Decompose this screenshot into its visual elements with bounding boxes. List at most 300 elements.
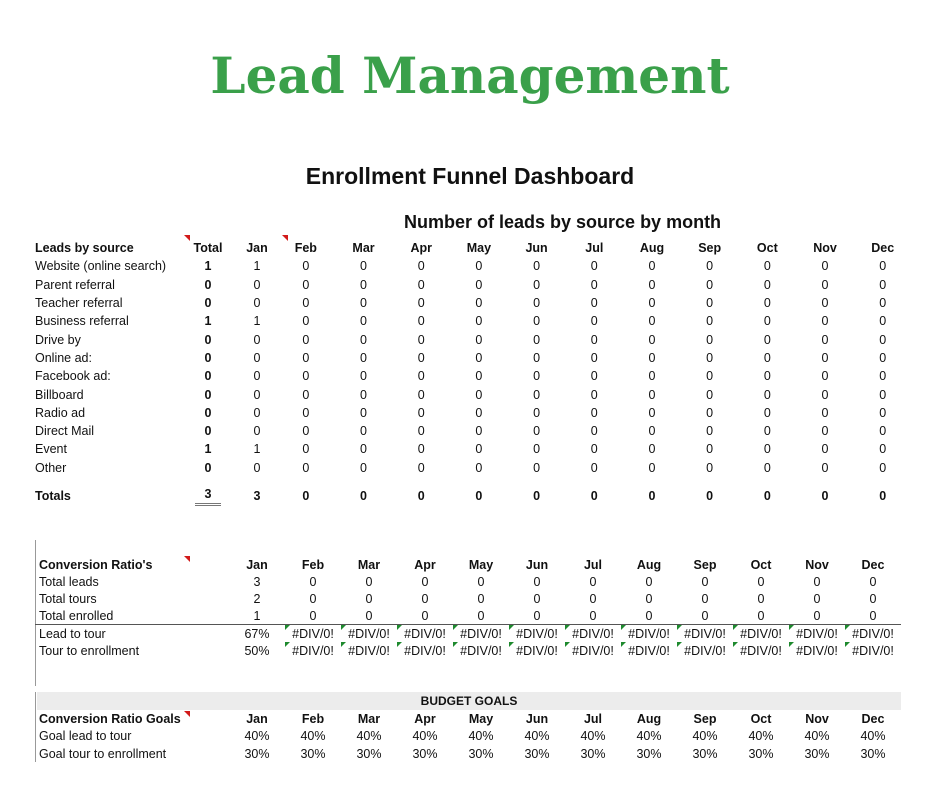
- row-total: 0: [204, 350, 212, 365]
- month-value: 0: [475, 442, 483, 457]
- month-value: 0: [253, 296, 261, 311]
- table-row: [31, 422, 912, 440]
- ratio-value: [509, 642, 565, 659]
- month-value: 0: [360, 277, 367, 292]
- month-value: 0: [302, 314, 310, 329]
- month-value: 0: [821, 314, 829, 329]
- month-value: 0: [706, 332, 714, 347]
- error-marker-icon: [565, 625, 570, 630]
- month-value: 0: [821, 387, 829, 402]
- ratio-value: [285, 642, 341, 659]
- row-label: Tour to enrollment: [39, 643, 140, 658]
- row-total: 0: [204, 369, 212, 384]
- month-value: 0: [648, 442, 656, 457]
- month-value: 0: [360, 424, 367, 439]
- row-total: 0: [204, 405, 212, 420]
- ratio-value: 0: [701, 574, 709, 589]
- month-value: 0: [533, 405, 541, 420]
- month-value: 0: [648, 277, 656, 292]
- month-value: 0: [706, 350, 714, 365]
- row-label: Direct Mail: [35, 424, 95, 439]
- error-text: #DIV/0!: [292, 643, 334, 658]
- month-value: 0: [763, 460, 771, 475]
- month-value: 0: [475, 387, 483, 402]
- month-value: 0: [533, 259, 541, 274]
- table-header-row: [31, 239, 912, 257]
- month-value: 0: [648, 387, 656, 402]
- month-value: 0: [821, 350, 829, 365]
- month-value: 0: [763, 259, 771, 274]
- month-value: 0: [417, 424, 425, 439]
- ratio-value: [397, 642, 453, 659]
- error-text: #DIV/0!: [684, 643, 726, 658]
- grand-total: [179, 477, 237, 506]
- goal-value: 30%: [860, 746, 886, 761]
- month-value: 0: [763, 369, 771, 384]
- month-value: 0: [590, 369, 598, 384]
- goal-value: 30%: [244, 746, 270, 761]
- column-header: Nov: [805, 711, 829, 726]
- error-text: #DIV/0!: [740, 626, 782, 641]
- month-value: 0: [763, 350, 771, 365]
- month-value: 0: [253, 277, 261, 292]
- goal-value: 30%: [300, 746, 326, 761]
- section-title: Number of leads by source by month: [404, 212, 722, 232]
- row-label: Total tours: [39, 591, 97, 606]
- comment-marker-icon: [184, 556, 190, 562]
- month-value: 0: [302, 259, 310, 274]
- ratio-value: 0: [365, 591, 373, 606]
- table-row: [35, 642, 901, 659]
- month-value: 0: [706, 387, 714, 402]
- month-total: 0: [879, 489, 887, 504]
- table-row: [31, 312, 912, 330]
- column-header: Aug: [636, 557, 662, 572]
- error-text: #DIV/0!: [852, 643, 894, 658]
- table-row: [31, 276, 912, 294]
- goal-value: 40%: [244, 729, 270, 744]
- month-value: 0: [590, 387, 598, 402]
- month-value: 0: [879, 277, 887, 292]
- goal-value: 40%: [748, 729, 774, 744]
- goal-value: 30%: [580, 746, 606, 761]
- month-total: 0: [763, 489, 771, 504]
- ratio-value: 0: [645, 591, 653, 606]
- month-value: 0: [417, 277, 425, 292]
- month-value: 0: [763, 332, 771, 347]
- column-header: Mar: [352, 241, 375, 256]
- error-text: #DIV/0!: [628, 643, 670, 658]
- ratio-value: 0: [757, 574, 765, 589]
- table-header-row: [35, 710, 901, 728]
- conversion-ratios-table: [35, 556, 901, 659]
- ratio-value: 0: [757, 591, 765, 606]
- goal-value: 30%: [412, 746, 438, 761]
- error-text: #DIV/0!: [348, 643, 390, 658]
- row-total: 1: [204, 314, 212, 329]
- column-header: Jun: [525, 241, 548, 256]
- row-label: Billboard: [35, 387, 84, 402]
- ratio-value: 0: [309, 574, 317, 589]
- month-value: 0: [302, 332, 310, 347]
- month-value: 0: [648, 369, 656, 384]
- ratio-value: [453, 625, 509, 643]
- error-text: #DIV/0!: [460, 626, 502, 641]
- column-header: Dec: [861, 557, 885, 572]
- error-text: #DIV/0!: [348, 626, 390, 641]
- month-value: 0: [706, 296, 714, 311]
- month-value: 0: [821, 442, 829, 457]
- column-header: May: [466, 241, 492, 256]
- ratio-value: 0: [869, 591, 877, 606]
- table-row: [31, 440, 912, 458]
- month-value: 0: [879, 369, 887, 384]
- month-value: 0: [253, 332, 261, 347]
- month-value: 0: [590, 277, 598, 292]
- column-header: Jan: [246, 711, 268, 726]
- column-header: May: [468, 557, 494, 572]
- month-value: 0: [706, 424, 714, 439]
- row-label: Online ad:: [35, 350, 92, 365]
- ratio-value: 50%: [244, 643, 270, 658]
- ratio-value: 0: [533, 591, 541, 606]
- goal-value: 40%: [300, 729, 326, 744]
- error-marker-icon: [733, 642, 738, 647]
- month-value: 0: [879, 460, 887, 475]
- table-row: [35, 590, 901, 607]
- row-label: Event: [35, 442, 67, 457]
- month-value: 0: [763, 405, 771, 420]
- month-value: 0: [302, 369, 310, 384]
- month-value: 0: [590, 442, 598, 457]
- month-value: 0: [475, 332, 483, 347]
- table-row: [35, 625, 901, 643]
- month-value: 0: [475, 369, 483, 384]
- month-value: 0: [302, 424, 310, 439]
- month-value: 0: [475, 296, 483, 311]
- table-row: [31, 404, 912, 422]
- ratio-value: 0: [733, 607, 789, 625]
- month-value: 0: [821, 259, 829, 274]
- ratio-value: [341, 625, 397, 643]
- month-total: 0: [533, 489, 541, 504]
- column-header: Nov: [805, 557, 829, 572]
- row-total: 1: [204, 442, 212, 457]
- column-header: Feb: [294, 241, 317, 256]
- column-header: Oct: [750, 711, 772, 726]
- table-row: [31, 459, 912, 477]
- month-value: 1: [253, 259, 261, 274]
- month-value: 0: [706, 277, 714, 292]
- error-marker-icon: [509, 642, 514, 647]
- month-value: 0: [475, 460, 483, 475]
- ratio-value: 0: [813, 574, 821, 589]
- month-value: 0: [879, 350, 887, 365]
- table-row: [31, 367, 912, 385]
- goal-value: 30%: [468, 746, 494, 761]
- column-header: Conversion Ratio's: [39, 557, 153, 572]
- row-label: Total enrolled: [35, 607, 229, 625]
- column-header: Oct: [756, 241, 778, 256]
- row-label: Goal lead to tour: [39, 729, 132, 744]
- column-header: Mar: [357, 557, 381, 572]
- month-value: 0: [821, 369, 829, 384]
- column-header: May: [468, 711, 494, 726]
- grand-total-value: 3: [195, 487, 222, 506]
- goal-value: 40%: [468, 729, 494, 744]
- ratio-value: 0: [421, 574, 429, 589]
- row-label: Facebook ad:: [35, 369, 111, 384]
- ratio-value: 67%: [244, 626, 270, 641]
- goal-value: 40%: [580, 729, 606, 744]
- error-text: #DIV/0!: [628, 626, 670, 641]
- column-header: Dec: [871, 241, 895, 256]
- table-row: [35, 607, 901, 625]
- goal-value: 40%: [412, 729, 438, 744]
- ratio-value: 0: [341, 607, 397, 625]
- month-value: 0: [590, 296, 598, 311]
- month-value: 0: [879, 296, 887, 311]
- column-header: Aug: [636, 711, 662, 726]
- month-value: 0: [475, 259, 483, 274]
- month-value: 0: [590, 332, 598, 347]
- month-value: 0: [533, 296, 541, 311]
- column-header: Conversion Ratio Goals: [39, 711, 181, 726]
- month-value: 0: [533, 424, 541, 439]
- month-value: 0: [706, 259, 714, 274]
- error-marker-icon: [397, 625, 402, 630]
- ratio-value: [621, 642, 677, 659]
- ratio-value: 0: [565, 607, 621, 625]
- column-header: Oct: [750, 557, 772, 572]
- month-value: 0: [648, 296, 656, 311]
- error-text: #DIV/0!: [572, 626, 614, 641]
- ratio-value: 0: [533, 574, 541, 589]
- month-value: 0: [879, 314, 887, 329]
- ratio-value: [565, 625, 621, 643]
- month-value: 0: [360, 460, 367, 475]
- row-total: 0: [204, 277, 212, 292]
- column-header: Apr: [410, 241, 432, 256]
- ratio-value: 0: [589, 591, 597, 606]
- month-value: 0: [417, 442, 425, 457]
- ratio-value: [733, 642, 789, 659]
- error-marker-icon: [677, 625, 682, 630]
- row-total: 0: [204, 424, 212, 439]
- ratio-value: 0: [397, 607, 453, 625]
- month-value: 0: [763, 277, 771, 292]
- month-value: 0: [821, 277, 829, 292]
- month-value: 0: [302, 350, 310, 365]
- column-header: Dec: [861, 711, 885, 726]
- month-value: 0: [590, 350, 598, 365]
- goal-value: 40%: [860, 729, 886, 744]
- ratio-value: [789, 642, 845, 659]
- month-value: 0: [417, 332, 425, 347]
- ratio-value: 0: [701, 591, 709, 606]
- row-total: 0: [204, 332, 212, 347]
- month-value: 0: [763, 296, 771, 311]
- month-value: 0: [417, 350, 425, 365]
- table-row: [35, 728, 901, 746]
- month-value: 0: [533, 387, 541, 402]
- month-value: 0: [821, 460, 829, 475]
- ratio-value: [621, 625, 677, 643]
- month-value: 0: [360, 387, 367, 402]
- month-value: 0: [706, 369, 714, 384]
- error-text: #DIV/0!: [404, 626, 446, 641]
- month-value: 0: [253, 405, 261, 420]
- month-value: 0: [879, 424, 887, 439]
- ratio-value: 0: [645, 574, 653, 589]
- error-marker-icon: [733, 625, 738, 630]
- error-marker-icon: [621, 625, 626, 630]
- ratio-value: [453, 642, 509, 659]
- month-value: 0: [302, 296, 310, 311]
- month-value: 0: [533, 350, 541, 365]
- totals-row: [31, 477, 912, 506]
- month-value: 0: [821, 405, 829, 420]
- month-value: 0: [533, 332, 541, 347]
- row-label: Teacher referral: [35, 296, 123, 311]
- month-value: 0: [360, 296, 367, 311]
- month-value: 0: [590, 405, 598, 420]
- table-row: [35, 745, 901, 763]
- row-label: Goal tour to enrollment: [39, 746, 167, 761]
- month-value: 0: [590, 424, 598, 439]
- column-header: Jul: [583, 557, 603, 572]
- comment-marker-icon: [184, 711, 190, 717]
- error-marker-icon: [397, 642, 402, 647]
- month-value: 0: [648, 460, 656, 475]
- ratio-value: [845, 642, 901, 659]
- month-value: 0: [648, 405, 656, 420]
- month-value: 0: [253, 350, 261, 365]
- error-marker-icon: [789, 625, 794, 630]
- row-label: Other: [35, 460, 67, 475]
- month-total: 0: [821, 489, 829, 504]
- goal-value: 40%: [804, 729, 830, 744]
- month-value: 0: [360, 442, 367, 457]
- month-value: 0: [417, 387, 425, 402]
- month-total: 0: [417, 489, 425, 504]
- ratio-value: 0: [285, 607, 341, 625]
- ratio-value: [397, 625, 453, 643]
- month-value: 0: [879, 405, 887, 420]
- month-value: 0: [302, 460, 310, 475]
- table-row: [31, 294, 912, 312]
- month-value: 0: [417, 296, 425, 311]
- month-value: 0: [360, 350, 367, 365]
- month-value: 0: [475, 405, 483, 420]
- budget-goals-table: [35, 710, 901, 763]
- month-value: 0: [302, 442, 310, 457]
- goal-value: 30%: [524, 746, 550, 761]
- column-header: Mar: [357, 711, 381, 726]
- ratio-value: 3: [253, 574, 261, 589]
- month-value: 0: [417, 314, 425, 329]
- totals-label: Totals: [35, 489, 71, 504]
- month-value: 0: [302, 277, 310, 292]
- month-value: 0: [706, 442, 714, 457]
- month-value: 0: [533, 442, 541, 457]
- month-total: 0: [302, 489, 310, 504]
- error-marker-icon: [341, 625, 346, 630]
- ratio-value: [285, 625, 341, 643]
- month-value: 0: [533, 460, 541, 475]
- ratio-value: 0: [453, 607, 509, 625]
- month-value: 0: [475, 350, 483, 365]
- goal-value: 40%: [524, 729, 550, 744]
- comment-marker-icon: [282, 235, 288, 241]
- column-header: Jan: [246, 557, 268, 572]
- month-value: 0: [648, 314, 656, 329]
- goal-value: 30%: [636, 746, 662, 761]
- month-value: 0: [417, 460, 425, 475]
- error-marker-icon: [845, 642, 850, 647]
- ratio-value: [733, 625, 789, 643]
- ratio-value: [677, 642, 733, 659]
- column-header: Apr: [414, 557, 436, 572]
- month-value: 0: [763, 387, 771, 402]
- error-marker-icon: [285, 642, 290, 647]
- column-header: Sep: [693, 557, 717, 572]
- row-total: 0: [204, 460, 212, 475]
- month-value: 0: [763, 424, 771, 439]
- month-total: 0: [706, 489, 714, 504]
- month-value: 0: [253, 460, 261, 475]
- table-row: [31, 257, 912, 275]
- month-total: 0: [648, 489, 656, 504]
- month-value: 0: [879, 442, 887, 457]
- dashboard-title: Enrollment Funnel Dashboard: [305, 163, 635, 189]
- ratio-value: 0: [477, 591, 485, 606]
- month-value: 0: [590, 460, 598, 475]
- column-header: Apr: [414, 711, 436, 726]
- ratio-value: [677, 625, 733, 643]
- budget-goals-banner: BUDGET GOALS: [37, 692, 901, 710]
- table-row: [31, 385, 912, 403]
- month-value: 0: [360, 259, 367, 274]
- ratio-value: 0: [869, 574, 877, 589]
- error-marker-icon: [789, 642, 794, 647]
- ratio-value: 0: [477, 574, 485, 589]
- row-label: Website (online search): [35, 259, 167, 274]
- ratio-value: 0: [309, 591, 317, 606]
- row-total: 0: [204, 296, 212, 311]
- month-value: 0: [475, 277, 483, 292]
- error-text: #DIV/0!: [796, 643, 838, 658]
- month-value: 0: [417, 405, 425, 420]
- goal-value: 30%: [748, 746, 774, 761]
- column-header: Total: [193, 241, 223, 256]
- month-value: 0: [417, 369, 425, 384]
- month-value: 0: [763, 442, 771, 457]
- column-header: Jun: [525, 557, 549, 572]
- month-value: 0: [533, 277, 541, 292]
- month-value: 1: [253, 314, 261, 329]
- ratio-value: 0: [365, 574, 373, 589]
- month-value: 0: [648, 350, 656, 365]
- error-marker-icon: [565, 642, 570, 647]
- month-value: 0: [360, 314, 367, 329]
- table-header-row: [35, 556, 901, 573]
- ratio-value: 0: [789, 607, 845, 625]
- row-label: Total leads: [39, 574, 99, 589]
- error-text: #DIV/0!: [404, 643, 446, 658]
- month-value: 0: [706, 405, 714, 420]
- column-header: Jul: [585, 241, 604, 256]
